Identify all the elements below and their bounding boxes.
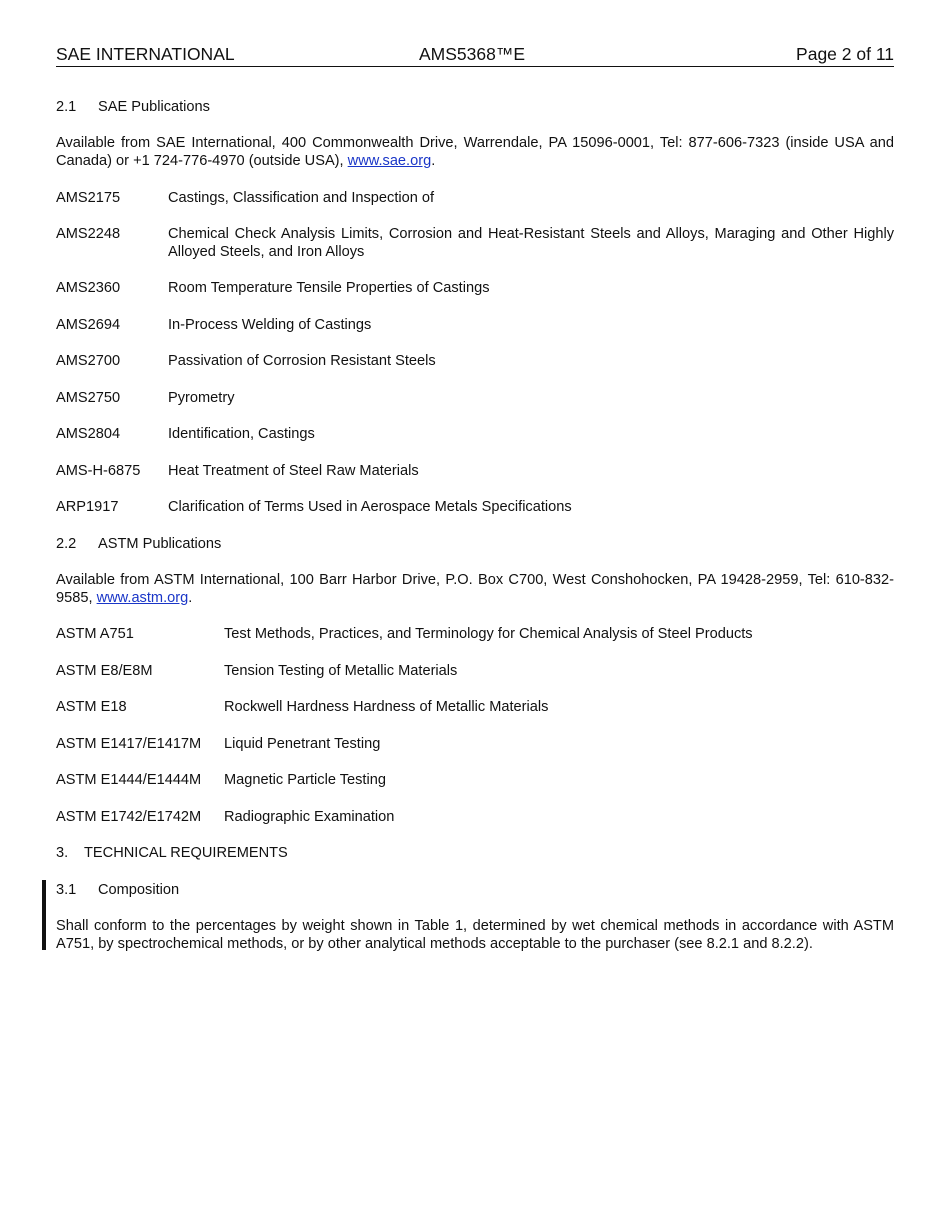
astm-ref-title: Test Methods, Practices, and Terminology for Chemical Analysis of Steel Products [224,626,753,642]
astm-ref-code: ASTM E1417/E1417M [56,736,202,752]
astm-availability-paragraph [56,571,894,607]
astm-website-link[interactable]: www.astm.org [96,590,189,606]
revision-change-bar [42,880,46,950]
sae-ref-code: AMS2700 [56,353,121,369]
sae-ref-code: ARP1917 [56,499,119,515]
sae-ref-title: Castings, Classification and Inspection of [168,190,435,206]
sae-availability-paragraph [56,134,894,170]
astm-ref-title: Liquid Penetrant Testing [224,736,381,752]
sae-availability-period: . [431,153,436,169]
astm-ref-code: ASTM E8/E8M [56,663,153,679]
astm-ref-title: Magnetic Particle Testing [224,772,386,788]
section-3-title: TECHNICAL REQUIREMENTS [84,845,288,861]
composition-paragraph: Shall conform to the percentages by weight shown in Table 1, determined by wet chemical methods in accordance with ASTM A751, by spectrochemical methods, or by other analytical methods acceptable to the purchaser (see 8.2.1 and 8.2.2). [56,918,894,952]
header-document-number: AMS5368™E [419,44,526,64]
astm-ref-code: ASTM A751 [56,626,134,642]
header-page-number: Page 2 of 11 [796,44,894,64]
astm-availability-text: Available from ASTM International, 100 Barr Harbor Drive, P.O. Box C700, West Conshohocken, PA 19428-2959, Tel: 610-832-9585, [56,572,894,606]
sae-availability-text: Available from SAE International, 400 Commonwealth Drive, Warrendale, PA 15096-0001, Tel: 877-606-7323 (inside USA and Canada) or +1 724-776-4970 (outside USA), [56,135,894,169]
sae-ref-code: AMS2175 [56,190,121,206]
astm-availability-period: . [188,590,193,606]
astm-ref-title: Rockwell Hardness Hardness of Metallic Materials [224,699,549,715]
sae-ref-title: Clarification of Terms Used in Aerospace Metals Specifications [168,499,572,515]
sae-ref-code: AMS2750 [56,390,121,406]
astm-ref-code: ASTM E1444/E1444M [56,772,202,788]
section-3-1-number: 3.1 [56,882,77,898]
page-header [56,42,894,67]
astm-ref-title: Radiographic Examination [224,809,395,825]
astm-ref-code: ASTM E18 [56,699,127,715]
sae-ref-title: Heat Treatment of Steel Raw Materials [168,463,419,479]
section-3-number: 3. [56,845,69,861]
sae-ref-code: AMS2248 [56,226,121,242]
section-2-2-number: 2.2 [56,536,77,552]
header-organization: SAE INTERNATIONAL [56,44,235,64]
sae-ref-code: AMS2804 [56,426,121,442]
astm-ref-title: Tension Testing of Metallic Materials [224,663,458,679]
astm-ref-code: ASTM E1742/E1742M [56,809,202,825]
section-3-1-title: Composition [98,882,180,898]
sae-ref-code: AMS2360 [56,280,121,296]
sae-ref-title: In-Process Welding of Castings [168,317,372,333]
sae-ref-code: AMS2694 [56,317,121,333]
sae-website-link[interactable]: www.sae.org [347,153,432,169]
sae-ref-title: Room Temperature Tensile Properties of Castings [168,280,490,296]
sae-ref-title: Passivation of Corrosion Resistant Steels [168,353,436,369]
sae-ref-title: Identification, Castings [168,426,315,442]
sae-ref-title: Pyrometry [168,390,235,406]
section-2-1-number: 2.1 [56,99,77,115]
section-2-1-title: SAE Publications [98,99,210,115]
sae-ref-title: Chemical Check Analysis Limits, Corrosion and Heat-Resistant Steels and Alloys, Maraging and Other Highly Alloyed Steels, and Iron Alloys [168,226,894,260]
section-2-2-title: ASTM Publications [98,536,222,552]
sae-ref-code: AMS-H-6875 [56,463,141,479]
